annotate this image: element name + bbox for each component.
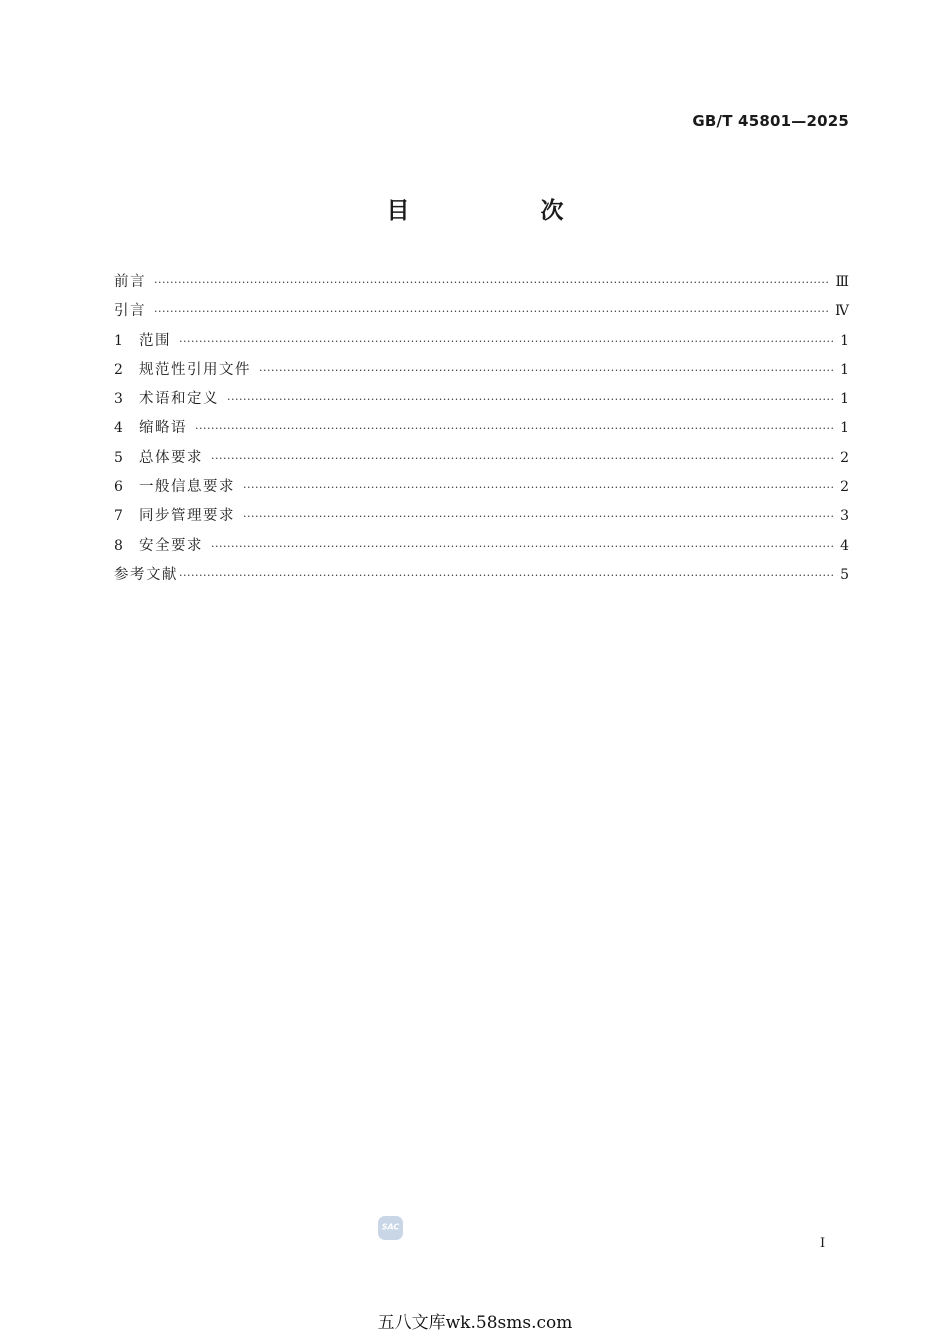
toc-entry-label: 参考文献 <box>114 566 178 583</box>
toc-leader-dots <box>154 276 829 289</box>
toc-leader-dots <box>211 540 834 553</box>
toc-entry-general-information[interactable] <box>114 475 849 504</box>
toc-entry-label: 引言 <box>114 303 146 320</box>
toc-leader-dots <box>259 364 834 377</box>
watermark-text: 五八文库wk.58sms.com <box>377 1313 573 1333</box>
toc-entry-page: 1 <box>840 332 849 349</box>
sac-logo-icon <box>377 1215 404 1241</box>
toc-entry-label: 同步管理要求 <box>139 508 235 525</box>
toc-entry-number: 3 <box>114 391 123 408</box>
toc-entry-page: 4 <box>840 537 849 554</box>
toc-entry-bibliography[interactable] <box>114 563 849 592</box>
toc-entry-page: Ⅲ <box>835 274 849 290</box>
toc-entry-number: 5 <box>114 449 123 466</box>
toc-leader-dots <box>243 510 834 523</box>
toc-leader-dots <box>195 422 834 435</box>
toc-entry-label: 规范性引用文件 <box>139 361 251 378</box>
standard-code: GB/T 45801—2025 <box>692 112 849 130</box>
toc-entry-preface[interactable] <box>114 270 849 299</box>
toc-leader-dots <box>154 305 829 318</box>
toc-entry-page: 1 <box>840 391 849 408</box>
toc-entry-normative-references[interactable] <box>114 358 849 387</box>
toc-entry-page: 2 <box>840 449 849 466</box>
toc-entry-label: 安全要求 <box>139 537 203 554</box>
toc-entry-page: 1 <box>840 361 849 378</box>
toc-entry-number: 7 <box>114 508 123 525</box>
toc-entry-page: 3 <box>840 508 849 525</box>
page-title: 目 次 <box>386 198 618 224</box>
toc-leader-dots <box>211 452 834 465</box>
toc-entry-label: 前言 <box>114 274 146 290</box>
toc-entry-number: 2 <box>114 361 123 378</box>
toc-entry-page: 2 <box>840 479 849 496</box>
toc-entry-label: 术语和定义 <box>139 391 219 408</box>
page-number: I <box>820 1236 826 1251</box>
toc-leader-dots <box>179 335 834 348</box>
table-of-contents <box>114 270 849 592</box>
toc-entry-number: 6 <box>114 479 123 496</box>
toc-entry-label: 总体要求 <box>139 449 203 466</box>
toc-entry-label: 一般信息要求 <box>139 479 235 496</box>
toc-entry-terms-definitions[interactable] <box>114 387 849 416</box>
toc-entry-number: 4 <box>114 420 123 437</box>
toc-entry-sync-management[interactable] <box>114 504 849 533</box>
toc-entry-general-requirements[interactable] <box>114 446 849 475</box>
toc-entry-scope[interactable] <box>114 329 849 358</box>
toc-entry-number: 8 <box>114 537 123 554</box>
toc-leader-dots <box>227 393 834 406</box>
toc-entry-security-requirements[interactable] <box>114 534 849 563</box>
toc-entry-label: 缩略语 <box>139 420 187 437</box>
toc-entry-abbreviations[interactable] <box>114 416 849 445</box>
toc-leader-dots <box>243 481 834 494</box>
svg-text:SAC: SAC <box>381 1222 400 1232</box>
toc-entry-number: 1 <box>114 332 123 349</box>
toc-entry-page: Ⅳ <box>835 303 849 320</box>
toc-entry-introduction[interactable] <box>114 299 849 328</box>
toc-leader-dots <box>179 569 834 582</box>
toc-entry-page: 1 <box>840 420 849 437</box>
toc-entry-label: 范围 <box>139 332 171 349</box>
toc-entry-page: 5 <box>840 566 849 583</box>
